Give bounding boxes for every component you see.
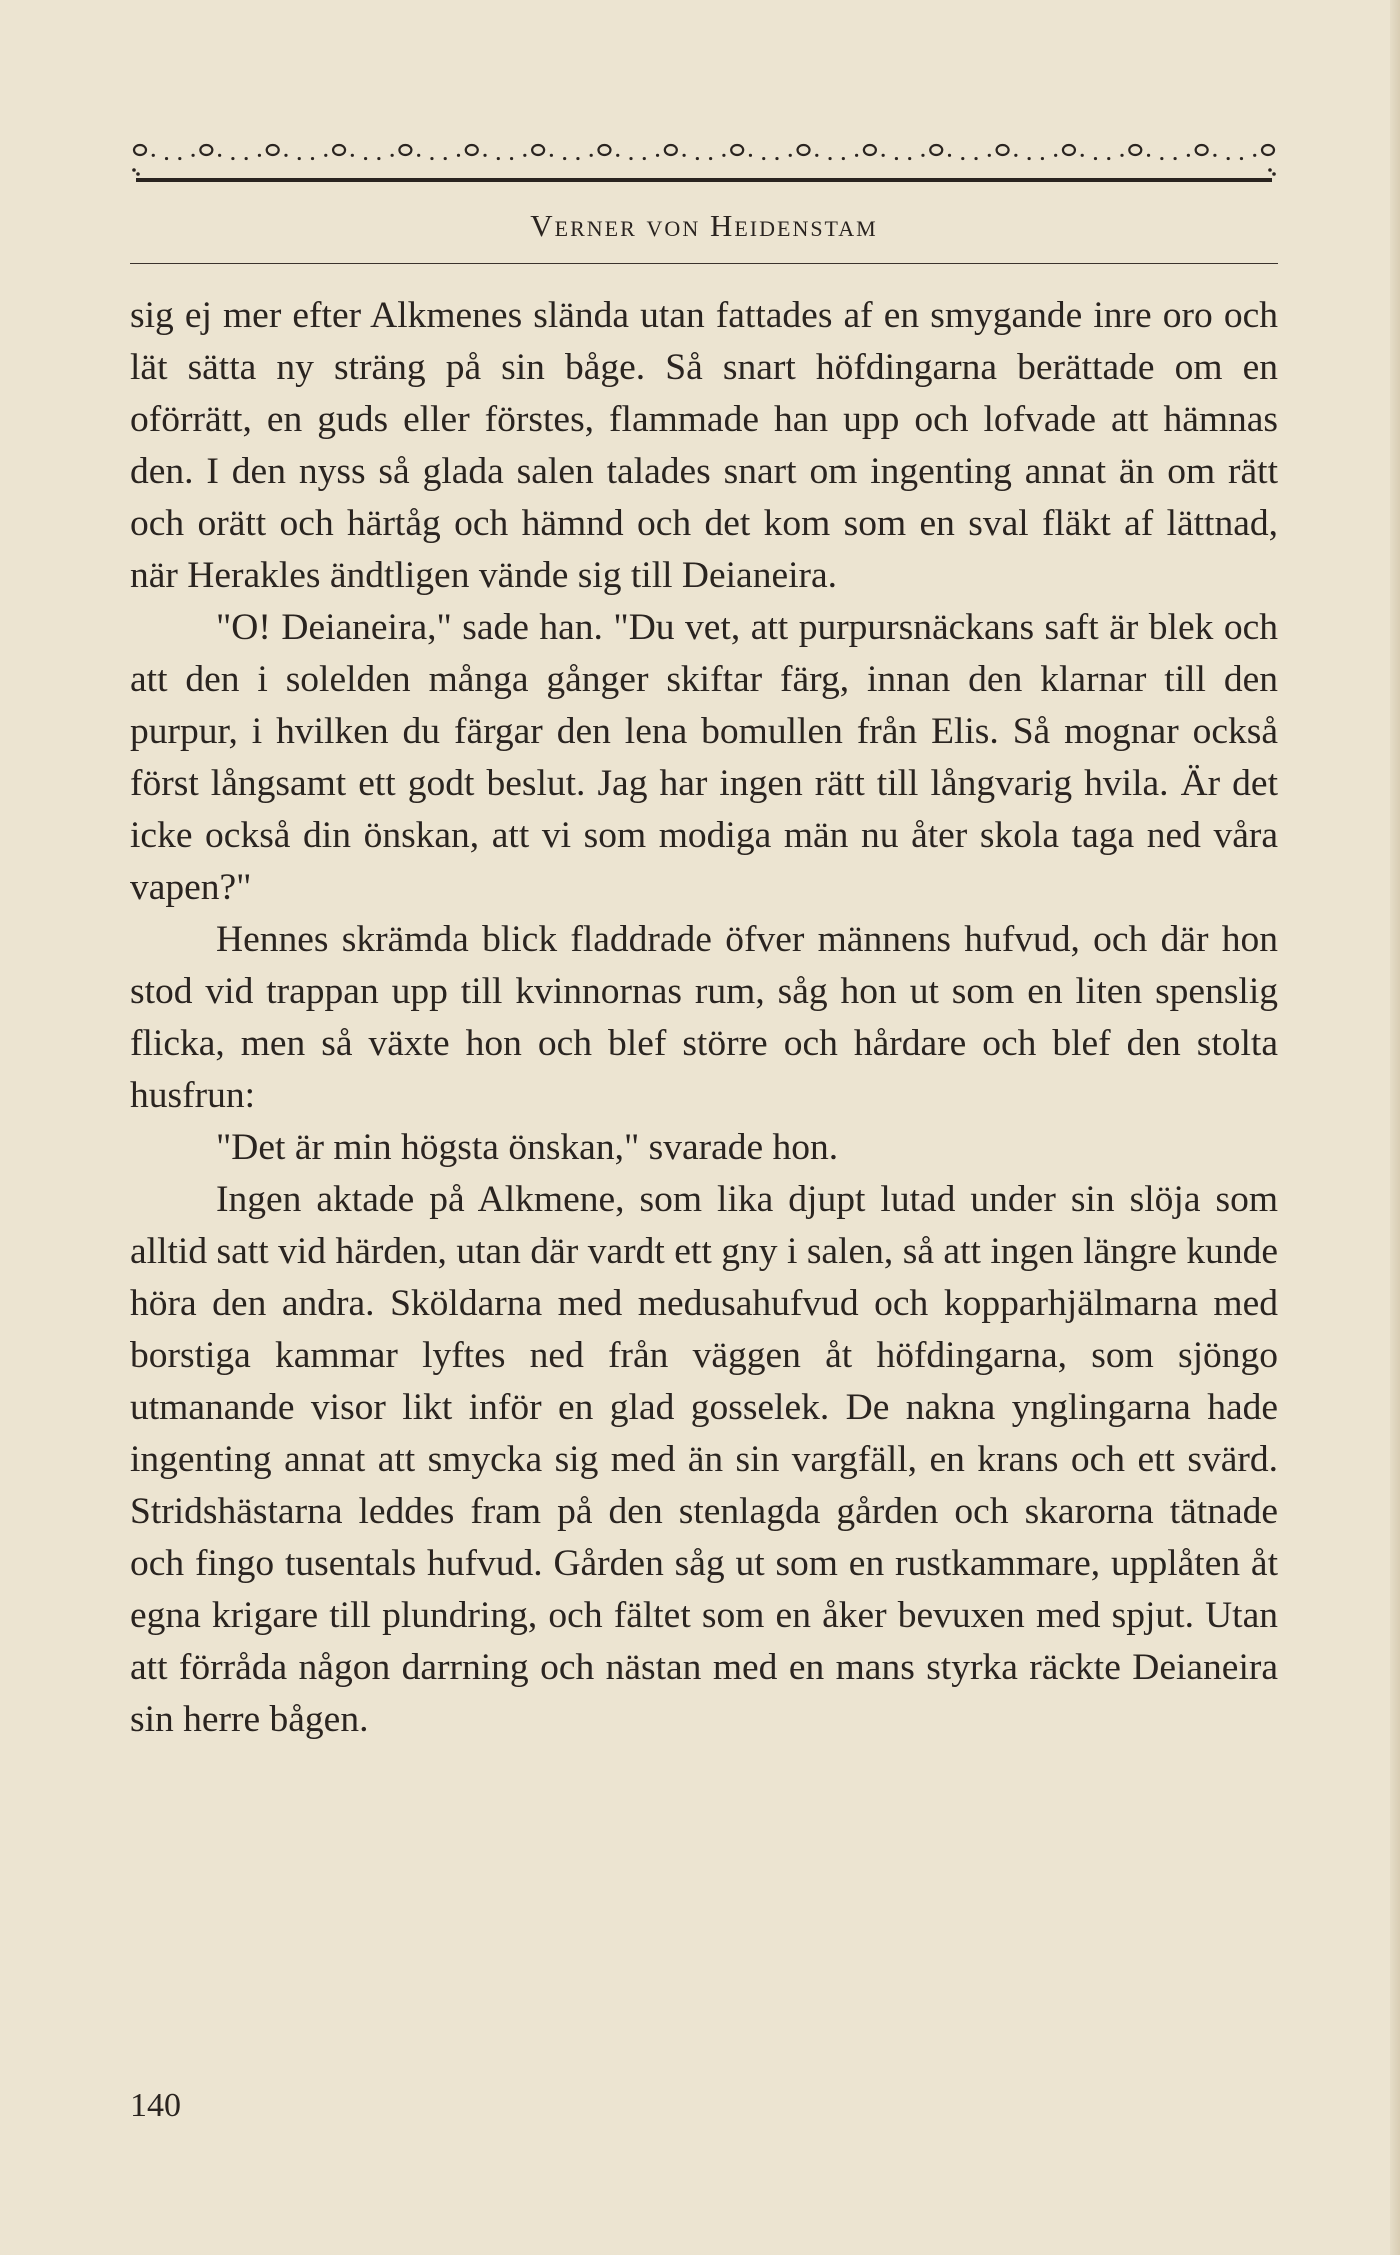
- header-rule: [130, 263, 1278, 264]
- ornament-dot: [324, 154, 327, 157]
- ornament-dot: [1120, 154, 1123, 157]
- ornament-ring: [997, 145, 1009, 155]
- ornament-ring: [333, 145, 345, 155]
- ornament-dot: [351, 154, 354, 157]
- ornament-ring: [731, 145, 743, 155]
- paragraph: sig ej mer efter Alkmenes slända utan fattades af en smygande inre oro och lät sätta ny sträng på sin båge. Så snart höfdingarna berättade om en oförrätt, en guds eller förstes, flammade han upp och lofvade att hämnas den. I den nyss så glada salen talades snart om ingenting annat än om rätt och orätt och härtåg och hämnd och det kom som en sval fläkt af lättnad, när Herakles ändtligen vände sig till Deianeira.: [130, 295, 1278, 596]
- ornament-ring: [1262, 145, 1274, 155]
- ornament-dot: [1227, 157, 1230, 160]
- ornament-dot: [629, 157, 632, 160]
- ornament-dot: [284, 154, 287, 157]
- ornament-dot: [178, 157, 181, 160]
- paragraph: Hennes skrämda blick fladdrade öfver männens hufvud, och där hon stod vid trappan upp till kvinnornas rum, såg hon ut som en liten spenslig flicka, men så växte hon och blef större och hårdare och blef den stolta husfrun:: [130, 919, 1278, 1116]
- paragraph: "O! Deianeira," sade han. "Du vet, att purpursnäckans saft är blek och att den i solelden många gånger skiftar färg, innan den klarnar till den purpur, i hvilken du färgar den lena bomullen från Elis. Så mognar också först långsamt ett godt beslut. Jag har ingen rätt till långvarig hvila. Är det icke också din önskan, att vi som modiga män nu åter skola taga ned våra vapen?": [130, 607, 1278, 908]
- ornament-dot: [762, 157, 765, 160]
- ornament-dot: [1160, 157, 1163, 160]
- ornament-dot: [656, 154, 659, 157]
- ornament-dot: [298, 157, 301, 160]
- ornament-dot: [948, 154, 951, 157]
- ornament-dot: [908, 157, 911, 160]
- ornament-ring: [466, 145, 478, 155]
- ornament-ring: [665, 145, 677, 155]
- ornament-dot: [643, 157, 646, 160]
- ornament-dot: [722, 154, 725, 157]
- paragraph: Ingen aktade på Alkmene, som lika djupt lutad under sin slöja som alltid satt vid härden, utan där vardt ett gny i salen, så att ingen längre kunde höra den andra. Sköldarna med medusahufvud och kopparhjälmarna med borstiga kammar lyftes ned från väggen åt höfdingarna, som sjöngo utmanande visor likt inför en glad gosselek. De nakna ynglingarna hade ingenting annat att smycka sig med än sin vargfäll, en krans och ett svärd. Stridshästarna leddes fram på den stenlagda gården och skarorna tätnade och fingo tusentals hufvud. Gården såg ut som en rustkammare, upplåten åt egna krigare till plundring, och fältet som en åker bevuxen med spjut. Utan att förråda någon darrning och nästan med en mans styrka räckte Deianeira sin herre bågen.: [130, 1179, 1278, 1740]
- ornament-dot: [895, 157, 898, 160]
- paragraph: "Det är min högsta önskan," svarade hon.: [216, 1127, 839, 1168]
- running-head: Verner von Heidenstam: [530, 208, 878, 243]
- ornament-ring: [864, 145, 876, 155]
- ornament-dot: [364, 157, 367, 160]
- ornament-dot: [882, 154, 885, 157]
- ornament-dot: [1272, 172, 1276, 176]
- page-number: 140: [130, 2087, 181, 2124]
- ornament-dot: [1147, 154, 1150, 157]
- ornament-dot: [1014, 154, 1017, 157]
- ornament-dot: [1174, 157, 1177, 160]
- ornament-ring: [1196, 145, 1208, 155]
- ornament-ring: [598, 145, 610, 155]
- ornament-dot: [391, 154, 394, 157]
- ornament-dot: [1240, 157, 1243, 160]
- ornament-dot: [231, 157, 234, 160]
- ornament-dot: [576, 157, 579, 160]
- ornament-dot: [1187, 154, 1190, 157]
- ornament-ring: [532, 145, 544, 155]
- ornament-dot: [311, 157, 314, 160]
- ornament-ring: [267, 145, 279, 155]
- ornament-dot: [855, 154, 858, 157]
- ornament-dot: [1028, 157, 1031, 160]
- ornament-dot: [1253, 154, 1256, 157]
- ornament-ring: [1129, 145, 1141, 155]
- ornament-dot: [165, 157, 168, 160]
- ornament-dot: [1081, 154, 1084, 157]
- ornament-dot: [775, 157, 778, 160]
- ornament-dot: [988, 154, 991, 157]
- ornament-dot: [682, 154, 685, 157]
- ornament-dot: [377, 157, 380, 160]
- ornament-dot: [921, 154, 924, 157]
- ornament-dot: [1213, 154, 1216, 157]
- ornament-dot: [245, 157, 248, 160]
- ornament-ring: [134, 145, 146, 155]
- ornament-dot: [709, 157, 712, 160]
- ornament-dot: [749, 154, 752, 157]
- ornament-dot: [483, 154, 486, 157]
- ornament-dot: [136, 172, 140, 176]
- ornament-dot: [497, 157, 500, 160]
- ornament-dot: [1268, 168, 1272, 172]
- ornament-dot: [974, 157, 977, 160]
- ornament-dot: [430, 157, 433, 160]
- ornament-dot: [1094, 157, 1097, 160]
- ornament-dot: [1041, 157, 1044, 160]
- ornament-ring: [200, 145, 212, 155]
- ornament-dot: [132, 168, 136, 172]
- ornament-ring: [399, 145, 411, 155]
- ornament-dot: [218, 154, 221, 157]
- ornament-dot: [1054, 154, 1057, 157]
- ornament-dot: [590, 154, 593, 157]
- ornament-dot: [1107, 157, 1110, 160]
- ornament-ring: [798, 145, 810, 155]
- ornament-dot: [616, 154, 619, 157]
- ornament-dot: [191, 154, 194, 157]
- ornament-dot: [789, 154, 792, 157]
- ornament-ring: [930, 145, 942, 155]
- ornament-dot: [444, 157, 447, 160]
- ornament-dot: [828, 157, 831, 160]
- ornament-dot: [563, 157, 566, 160]
- ornament-dot: [550, 154, 553, 157]
- ornament-dot: [842, 157, 845, 160]
- body-text: [130, 290, 1278, 1746]
- ornament-ring: [1063, 145, 1075, 155]
- ornament-dot: [457, 154, 460, 157]
- ornament-dot: [510, 157, 513, 160]
- ornament-dot: [523, 154, 526, 157]
- ornament-dot: [961, 157, 964, 160]
- ornament-dot: [258, 154, 261, 157]
- ornament-dot: [815, 154, 818, 157]
- ornament-dot: [152, 154, 155, 157]
- ornament-dot: [696, 157, 699, 160]
- ornament-dot: [417, 154, 420, 157]
- page-edge: [1390, 0, 1400, 2255]
- header-ornament: [130, 136, 1278, 196]
